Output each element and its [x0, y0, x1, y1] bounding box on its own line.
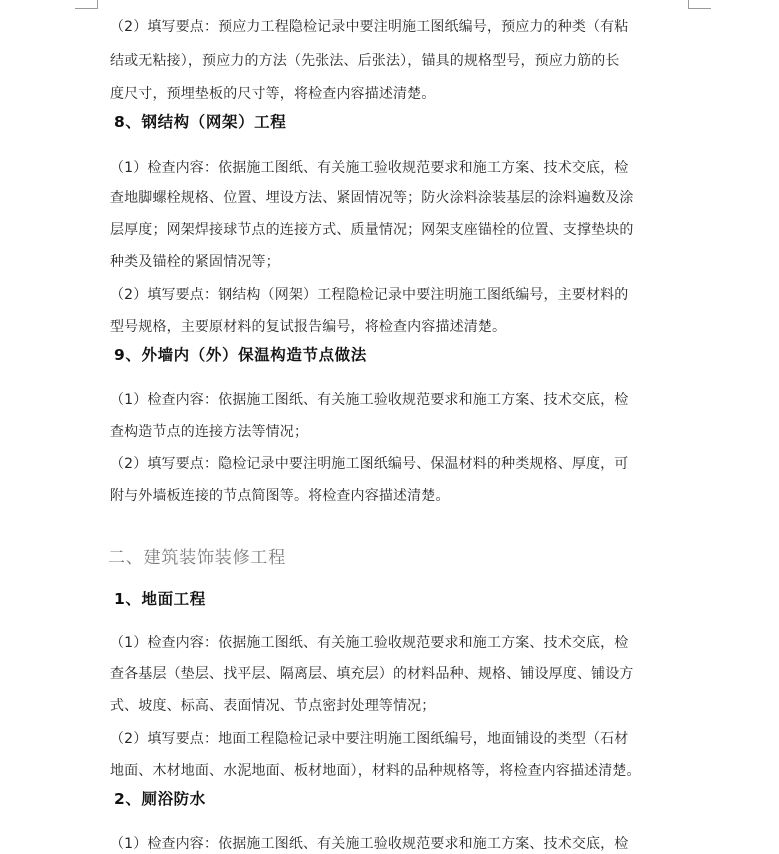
section-heading: 9、外墙内（外）保温构造节点做法	[114, 346, 367, 364]
paragraph-line: 层厚度；网架焊接球节点的连接方式、质量情况；网架支座锚栓的位置、支撑垫块的	[110, 222, 634, 238]
paragraph-line: 查构造节点的连接方法等情况；	[110, 424, 309, 440]
paragraph-line: （1）检查内容：依据施工图纸、有关施工验收规范要求和施工方案、技术交底，检	[110, 160, 629, 176]
paragraph-line: （2）填写要点：地面工程隐检记录中要注明施工图纸编号，地面铺设的类型（石材	[110, 731, 629, 747]
paragraph-line: （2）填写要点：隐检记录中要注明施工图纸编号、保温材料的种类规格、厚度，可	[110, 456, 629, 472]
paragraph-line: 查各基层（垫层、找平层、隔离层、填充层）的材料品种、规格、铺设厚度、铺设方	[110, 666, 634, 682]
paragraph-line: （1）检查内容：依据施工图纸、有关施工验收规范要求和施工方案、技术交底，检	[110, 392, 629, 408]
section-heading: 8、钢结构（网架）工程	[114, 113, 287, 131]
paragraph-line: （2）填写要点：预应力工程隐检记录中要注明施工图纸编号，预应力的种类（有粘	[110, 19, 629, 35]
paragraph-line: 型号规格，主要原材料的复试报告编号，将检查内容描述清楚。	[110, 319, 507, 335]
section-heading: 1、地面工程	[114, 590, 206, 608]
paragraph-line: （2）填写要点：钢结构（网架）工程隐检记录中要注明施工图纸编号，主要材料的	[110, 287, 629, 303]
paragraph-line: （1）检查内容：依据施工图纸、有关施工验收规范要求和施工方案、技术交底，检	[110, 836, 629, 852]
paragraph-line: 度尺寸，预埋垫板的尺寸等，将检查内容描述清楚。	[110, 86, 436, 102]
page-corner-mark-left	[75, 0, 98, 9]
paragraph-line: 结或无粘接），预应力的方法（先张法、后张法），锚具的规格型号，预应力筋的长	[110, 53, 620, 69]
paragraph-line: 地面、木材地面、水泥地面、板材地面），材料的品种规格等，将检查内容描述清楚。	[110, 763, 641, 779]
page-corner-mark-right	[688, 0, 711, 9]
paragraph-line: 式、坡度、标高、表面情况、节点密封处理等情况；	[110, 698, 436, 714]
section-heading: 2、厕浴防水	[114, 790, 206, 808]
paragraph-line: 附与外墙板连接的节点简图等。将检查内容描述清楚。	[110, 488, 450, 504]
paragraph-line: 查地脚螺栓规格、位置、埋设方法、紧固情况等；防火涂料涂装基层的涂料遍数及涂	[110, 190, 634, 206]
paragraph-line: （1）检查内容：依据施工图纸、有关施工验收规范要求和施工方案、技术交底，检	[110, 635, 629, 651]
chapter-heading: 二、建筑装饰装修工程	[108, 548, 286, 568]
paragraph-line: 种类及锚栓的紧固情况等；	[110, 254, 280, 270]
